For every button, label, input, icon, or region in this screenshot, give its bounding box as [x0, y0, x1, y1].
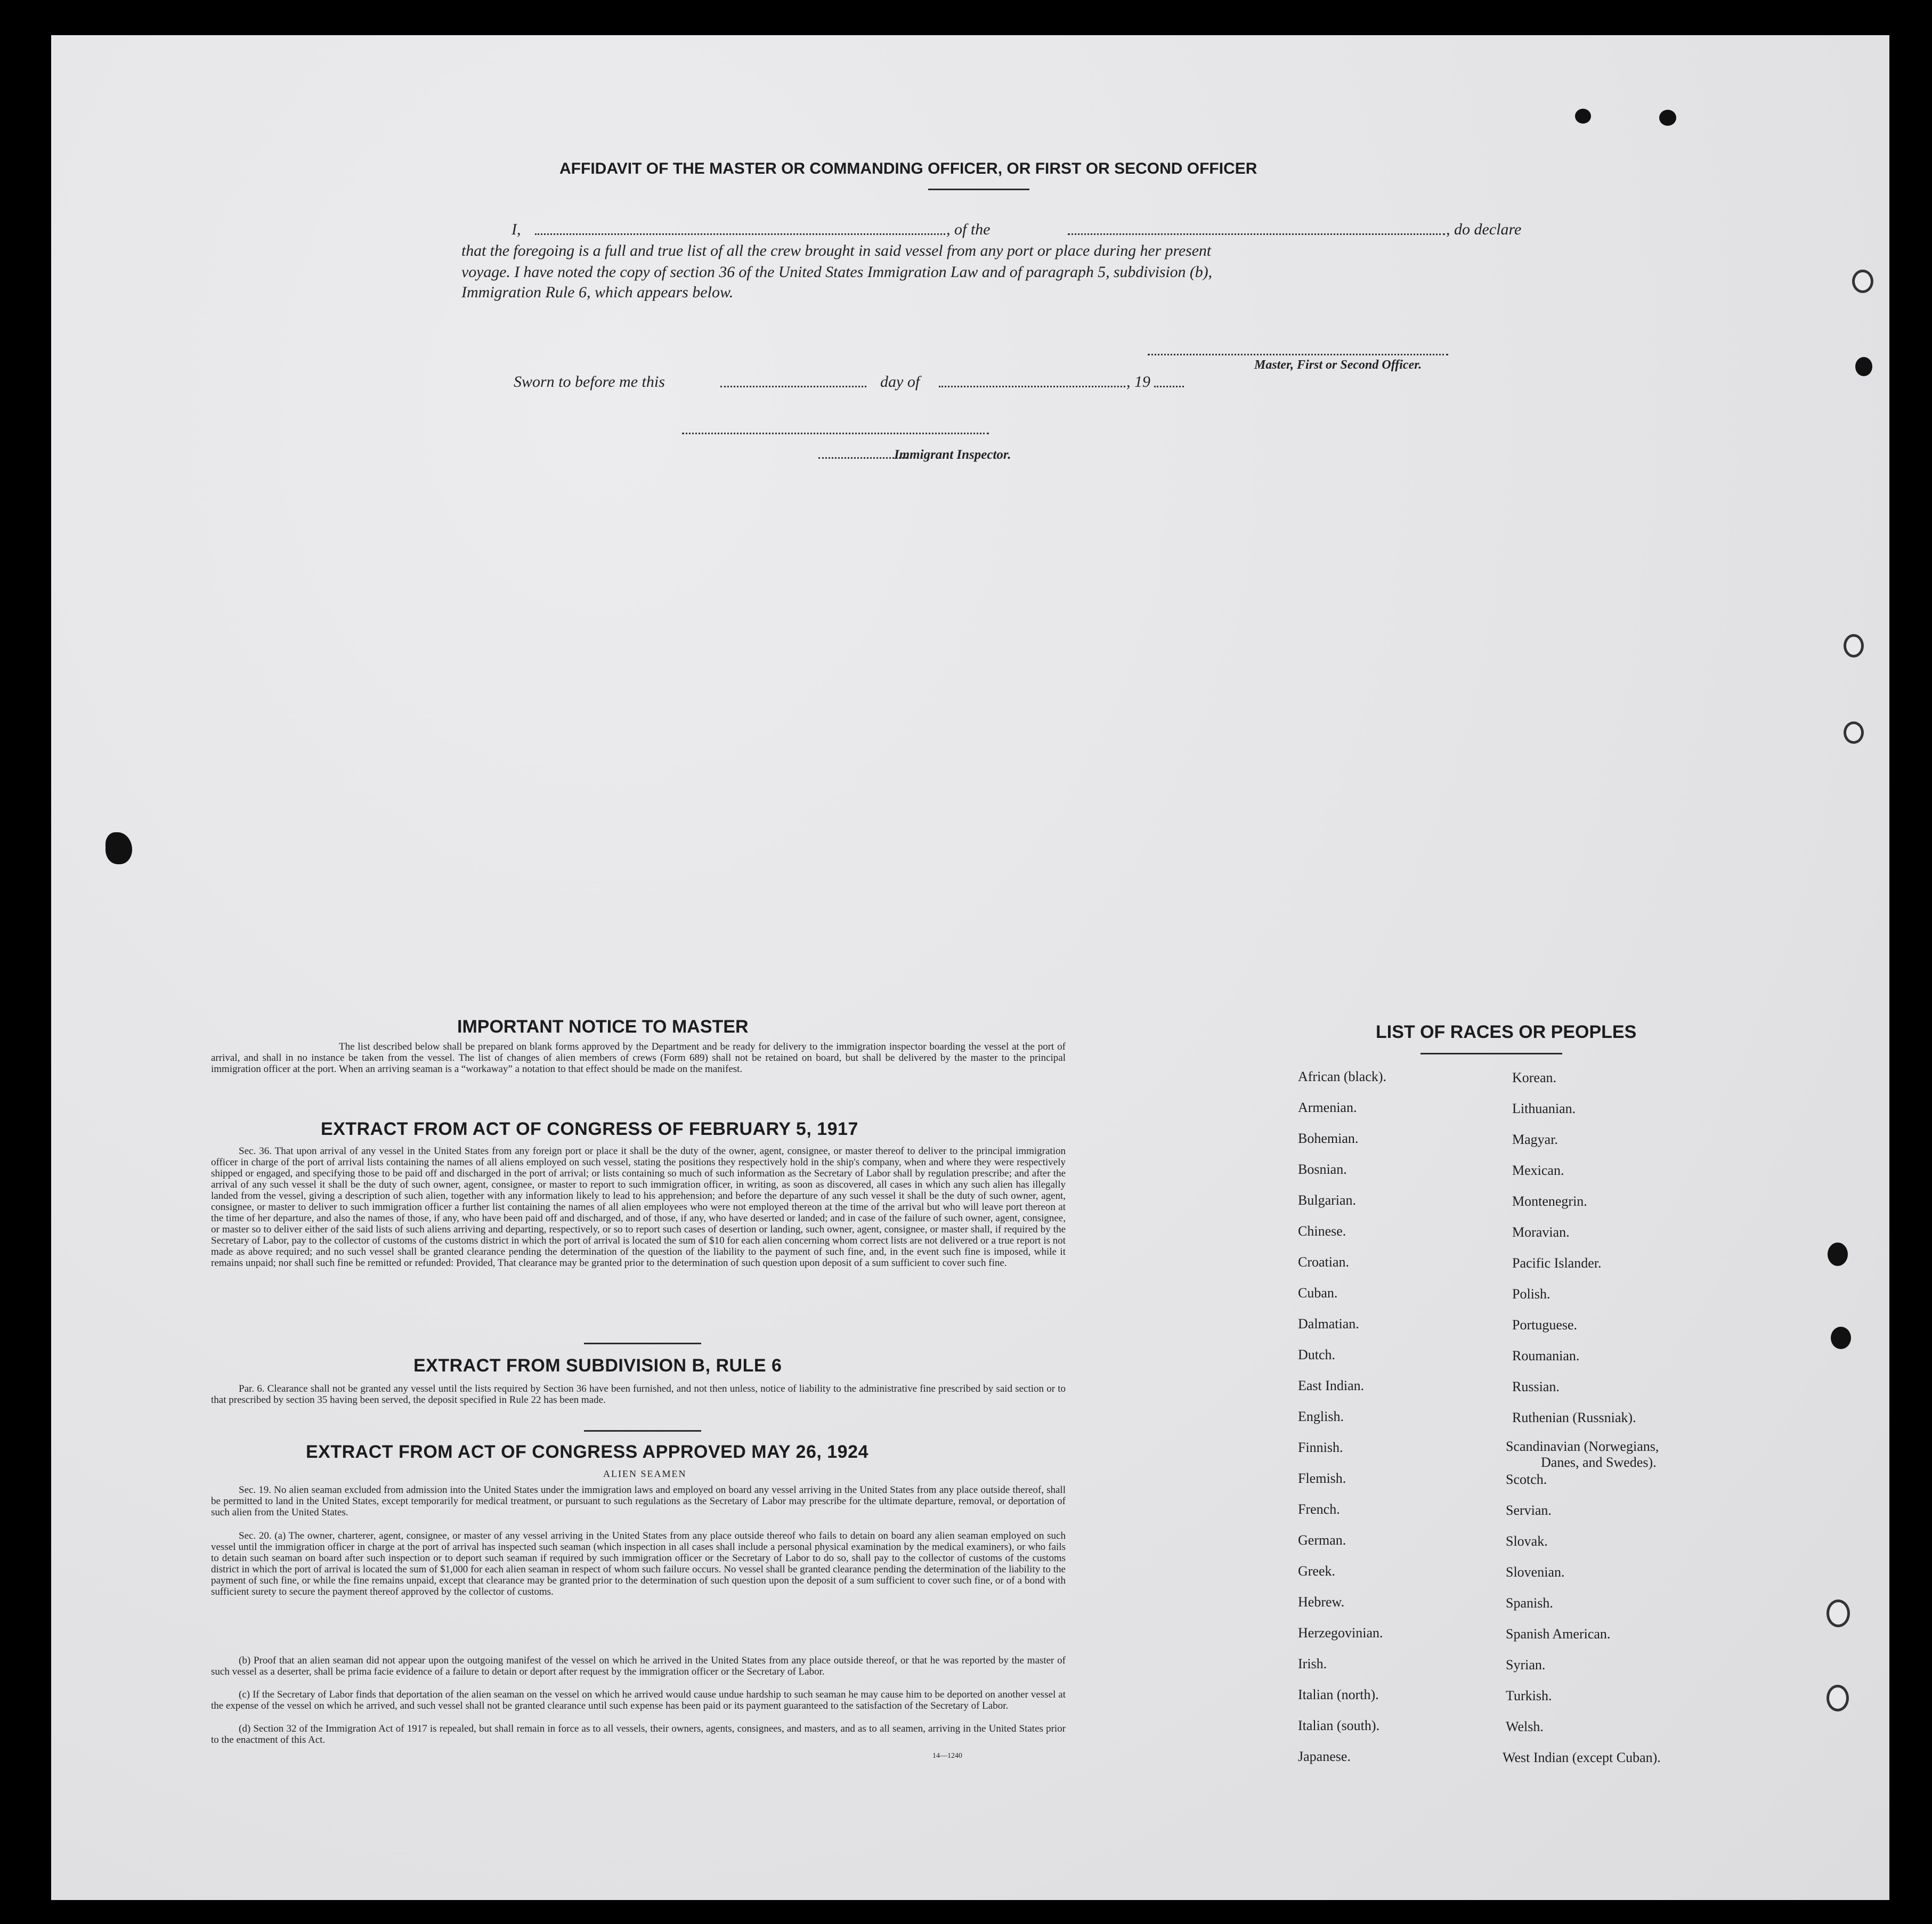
race-left-item: Dutch. [1298, 1347, 1336, 1362]
affidavit-line-3: voyage. I have noted the copy of section 36 of the United States Immigration Law and of paragraph 5, subdivision (b), [461, 263, 1212, 281]
binder-ring-hole [1852, 270, 1873, 293]
extract-1924-subtitle: ALIEN SEAMEN [603, 1468, 687, 1479]
sworn-day-blank[interactable] [720, 386, 866, 387]
race-left-item: German. [1298, 1532, 1346, 1548]
race-right-item: Scotch. [1506, 1472, 1547, 1487]
race-right-item: Russian. [1512, 1379, 1560, 1394]
binder-ring-hole [1844, 721, 1864, 744]
sworn-month-blank[interactable] [939, 386, 1125, 387]
race-right-item: Mexican. [1512, 1163, 1564, 1178]
extract-rule6-text: Par. 6. Clearance shall not be granted any vessel until the lists required by Section 36 have been furnished, and not then unless, notice of liability to the administrative fine prescribed by said section or to that prescribed by section 35 having been served, the deposit specified in Rule 22 has been made. [211, 1383, 1066, 1406]
extract-1924-title: EXTRACT FROM ACT OF CONGRESS APPROVED MAY 26, 1924 [306, 1442, 868, 1462]
title-underline [928, 189, 1029, 190]
race-right-item: Syrian. [1506, 1657, 1546, 1673]
race-right-item: Spanish. [1506, 1595, 1553, 1611]
punch-hole [1855, 357, 1872, 376]
sworn-year-blank[interactable] [1154, 386, 1184, 387]
binder-ring-hole [1844, 634, 1864, 657]
extract-1924-sec20a: Sec. 20. (a) The owner, charterer, agent, consignee, or master of any vessel arriving in the United States from any place outside thereof who fails to detain on board any alien seaman employed on such vessel until the immigration officer in charge at the port of arrival has inspected such seaman (which inspection in all cases shall include a personal physical examination by the medical examiners), or who fails to detain such seaman on board after such inspection or to deport such seaman if required by such immigration officer or the Secretary of Labor to do so, shall pay to the collector of customs of the customs district in which the port of arrival is located the sum of $1,000 for each alien seaman in respect of whom such failure occurs. No vessel shall be granted clearance pending the determination of the liability to the payment of such fine, or while the fine remains unpaid, except that clearance may be granted prior to the determination of such question upon the deposit of a sum sufficient to cover such fine, or of a bond with sufficient surety to secure the payment thereof approved by the collector of customs. [211, 1530, 1066, 1597]
race-left-item: Dalmatian. [1298, 1316, 1359, 1332]
race-left-item: Japanese. [1298, 1749, 1351, 1764]
race-right-item: Pacific Islander. [1512, 1255, 1602, 1271]
race-right-item: Moravian. [1512, 1224, 1570, 1240]
officer-signature-caption: Master, First or Second Officer. [1254, 358, 1422, 372]
extract-rule6-title: EXTRACT FROM SUBDIVISION B, RULE 6 [413, 1355, 782, 1376]
affidavit-line-2: that the foregoing is a full and true list of all the crew brought in said vessel from any port or place during her present [461, 242, 1212, 259]
race-left-item: Greek. [1298, 1563, 1336, 1579]
race-left-item: Irish. [1298, 1656, 1327, 1671]
binder-ring-hole [1827, 1600, 1850, 1627]
notice-title: IMPORTANT NOTICE TO MASTER [457, 1017, 749, 1037]
sworn-day-of: day of [880, 373, 920, 391]
race-right-item: Slovenian. [1506, 1564, 1565, 1580]
race-left-item: Croatian. [1298, 1254, 1350, 1270]
race-right-item: Danes, and Swedes). [1541, 1455, 1657, 1470]
punch-hole [1659, 110, 1676, 126]
punch-hole [1828, 1243, 1848, 1266]
affidavit-i: I, [512, 221, 521, 238]
race-left-item: Bohemian. [1298, 1131, 1359, 1146]
extract-1924-sec20b: (b) Proof that an alien seaman did not appear upon the outgoing manifest of the vessel on which he arrived in the United States from any place outside thereof, or that he was reported by the master of such vessel as a deserter, shall be prima facie evidence of a failure to detain or deport after request by the immigration officer or the Secretary of Labor. [211, 1655, 1066, 1677]
race-right-item: Magyar. [1512, 1132, 1558, 1147]
race-right-item: Spanish American. [1506, 1626, 1611, 1642]
race-left-item: Bosnian. [1298, 1162, 1347, 1177]
race-left-item: Finnish. [1298, 1440, 1343, 1455]
race-left-item: East Indian. [1298, 1378, 1365, 1393]
extract-1924-sec19: Sec. 19. No alien seaman excluded from admission into the United States under the immigration laws and employed on board any vessel arriving in the United States from any place outside thereof, shall be permitted to land in the United States, except temporarily for medical treatment, or pursuant to such regulations as the Secretary of Labor may prescribe for the ultimate departure, removal, or deportation of such alien from the United States. [211, 1484, 1066, 1518]
inspector-signature-line[interactable] [682, 433, 989, 434]
race-right-item: Scandinavian (Norwegians, [1506, 1439, 1659, 1454]
race-right-item: Servian. [1506, 1503, 1552, 1518]
punch-hole [1831, 1327, 1851, 1349]
vessel-name-blank[interactable] [1068, 233, 1445, 235]
section-divider [584, 1343, 701, 1344]
race-right-item: Turkish. [1506, 1688, 1552, 1703]
race-left-item: Hebrew. [1298, 1594, 1345, 1610]
affiant-name-blank[interactable] [535, 233, 945, 235]
document-page [51, 35, 1889, 1900]
race-right-item: West Indian (except Cuban). [1503, 1750, 1661, 1765]
section-divider [584, 1430, 701, 1432]
race-right-item: Roumanian. [1512, 1348, 1580, 1363]
race-left-item: Cuban. [1298, 1285, 1338, 1301]
affidavit-of-the: , of the [946, 221, 991, 238]
races-title-underline [1420, 1053, 1562, 1054]
race-left-item: Flemish. [1298, 1471, 1346, 1486]
race-left-item: Chinese. [1298, 1223, 1346, 1239]
race-right-item: Ruthenian (Russniak). [1512, 1410, 1636, 1425]
officer-signature-line[interactable] [1148, 354, 1448, 355]
punch-hole [1575, 109, 1591, 124]
sworn-prefix: Sworn to before me this [514, 373, 665, 391]
race-left-item: Italian (south). [1298, 1718, 1380, 1733]
race-right-item: Lithuanian. [1512, 1101, 1576, 1116]
races-title: LIST OF RACES OR PEOPLES [1376, 1022, 1637, 1042]
race-right-item: Polish. [1512, 1286, 1551, 1302]
inspector-caption: Immigrant Inspector. [894, 448, 1011, 462]
race-right-item: Slovak. [1506, 1533, 1548, 1549]
extract-1917-title: EXTRACT FROM ACT OF CONGRESS OF FEBRUARY 5, 1917 [321, 1119, 858, 1139]
race-left-item: French. [1298, 1501, 1340, 1517]
race-left-item: English. [1298, 1409, 1344, 1424]
race-left-item: Armenian. [1298, 1100, 1357, 1115]
race-right-item: Montenegrin. [1512, 1194, 1587, 1209]
form-number: 14—1240 [932, 1752, 962, 1760]
affidavit-line-4: Immigration Rule 6, which appears below. [461, 283, 734, 301]
extract-1924-sec20d: (d) Section 32 of the Immigration Act of 1917 is repealed, but shall remain in force as to all vessels, their owners, agents, consignees, and masters, and as to all seamen, arriving in the United States prior to the enactment of this Act. [211, 1723, 1066, 1746]
extract-1917-text: Sec. 36. That upon arrival of any vessel in the United States from any foreign port or place it shall be the duty of the owner, agent, consignee, or master thereof to deliver to the principal immigration officer in charge of the port of arrival lists containing the names of all aliens employed on such vessel, stating the positions they respectively hold in the ship's company, when and where they were respectively shipped or engaged, and specifying those to be paid off and discharged in the port of arrival; or lists containing so much of such information as the Secretary of Labor shall by regulation prescribe; and after the arrival of any such vessel it shall be the duty of such owner, agent, consignee, or master to report to such immigration officer, in writing, as soon as discovered, all cases in which any such alien has illegally landed from the vessel, giving a description of such alien, together with any information likely to lead to his apprehension; and before the departure of any such vessel it shall be the duty of such owner, agent, consignee, or master to deliver to such immigration officer a further list containing the names of all alien employees who were not employed thereon at the time of the arrival but who will leave port thereon at the time of her departure, and also the names of those, if any, who have been paid off and discharged, and of those, if any, who have deserted or landed; and in case of the failure of such owner, agent, consignee, or master so to deliver either of the said lists of such aliens arriving and departing, respectively, or so to report such cases of desertion or landing, such owner, agent, consignee, or master shall, if required by the Secretary of Labor, pay to the collector of customs of the customs district in which the port of arrival is located the sum of $10 for each alien concerning whom correct lists are not delivered or a true report is not made as above required; and no such vessel shall be granted clearance pending the determination of the question of the liability to the payment of such fine, and, in the event such fine is imposed, while it remains unpaid; nor shall such fine be remitted or refunded: Provided, That clearance may be granted prior to the determination of such question upon deposit of a sum sufficient to cover such fine. [211, 1146, 1066, 1269]
ink-smudge [105, 832, 132, 864]
binder-ring-hole [1827, 1685, 1849, 1711]
race-left-item: African (black). [1298, 1069, 1387, 1084]
affidavit-declare: , do declare [1446, 221, 1522, 238]
extract-1924-sec20c: (c) If the Secretary of Labor finds that deportation of the alien seaman on the vessel on which he arrived would cause undue hardship to such seaman he may cause him to be deported on another vessel at the expense of the vessel on which he arrived, and such vessel shall not be granted clearance until such expense has been paid or its payment guaranteed to the satisfaction of the Secretary of Labor. [211, 1689, 1066, 1711]
race-right-item: Korean. [1512, 1070, 1557, 1085]
race-left-item: Italian (north). [1298, 1687, 1379, 1702]
affidavit-title: AFFIDAVIT OF THE MASTER OR COMMANDING OFFICER, OR FIRST OR SECOND OFFICER [559, 160, 1257, 177]
race-left-item: Herzegovinian. [1298, 1625, 1383, 1641]
race-left-item: Bulgarian. [1298, 1192, 1357, 1208]
race-right-item: Portuguese. [1512, 1317, 1578, 1333]
notice-text: The list described below shall be prepared on blank forms approved by the Department and be ready for delivery to the immigration inspector boarding the vessel at the port of arrival, and shall in no instance be taken from the vessel. The list of changes of alien members of crews (Form 689) shall not be retained on board, but shall be delivered by the master to the principal immigration officer at the port. When an arriving seaman is a “workaway” a notation to that effect should be made on the manifest. [211, 1041, 1066, 1075]
race-right-item: Welsh. [1506, 1719, 1544, 1734]
sworn-year: , 19 [1126, 373, 1150, 391]
